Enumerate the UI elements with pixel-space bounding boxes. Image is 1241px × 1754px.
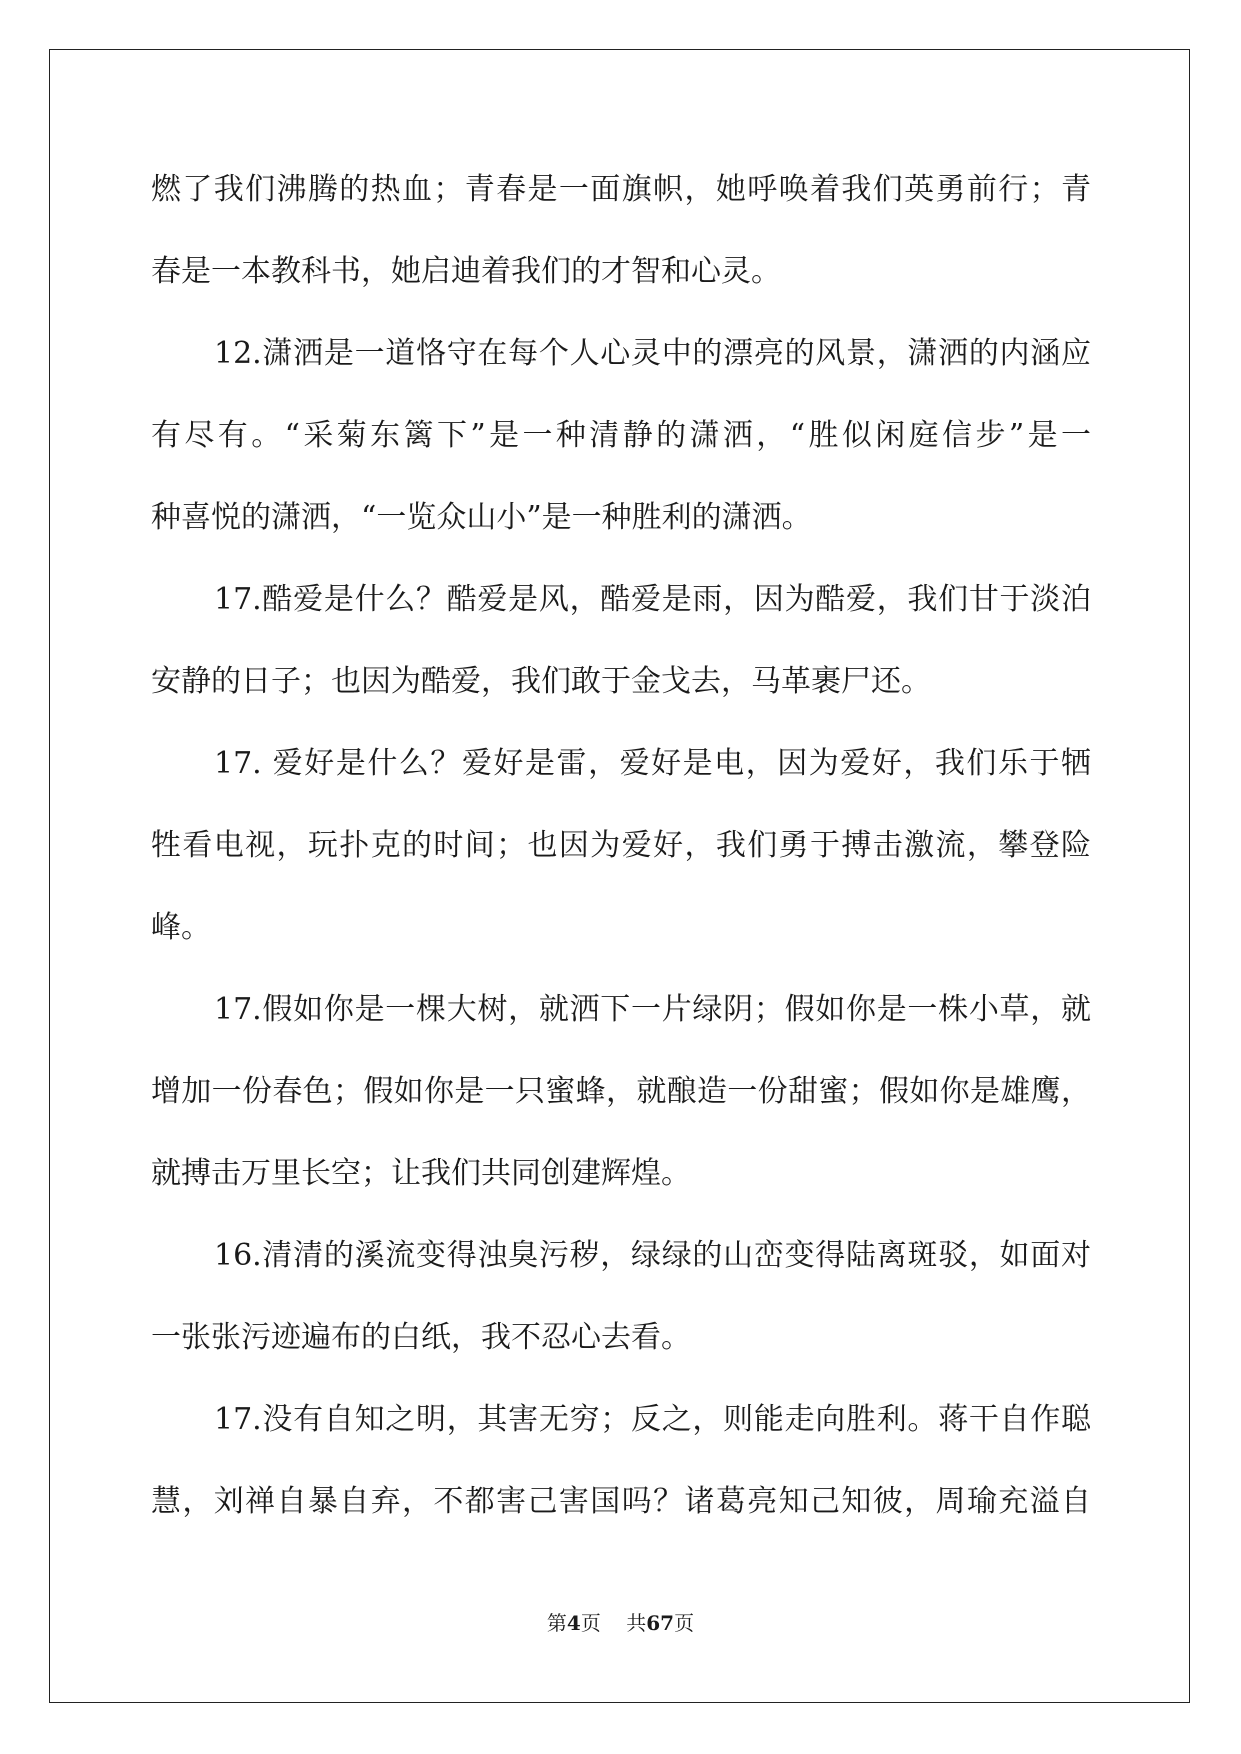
paragraph-start-line: 16.清清的溪流变得浊臭污秽，绿绿的山峦变得陆离斑驳，如面对 bbox=[214, 1238, 1091, 1273]
text-line: 牲看电视，玩扑克的时间；也因为爱好，我们勇于搏击激流，攀登险 bbox=[151, 828, 1091, 863]
text-line: 燃了我们沸腾的热血；青春是一面旗帜，她呼唤着我们英勇前行；青 bbox=[151, 172, 1091, 207]
text-line: 就搏击万里长空；让我们共同创建辉煌。 bbox=[151, 1156, 691, 1191]
footer-page-suffix: 页 bbox=[580, 1611, 601, 1635]
footer-total-prefix: 共 bbox=[626, 1611, 647, 1635]
text-line: 春是一本教科书，她启迪着我们的才智和心灵。 bbox=[151, 254, 781, 289]
text-line: 安静的日子；也因为酷爱，我们敢于金戈去，马革裹尸还。 bbox=[151, 664, 931, 699]
paragraph-start-line: 12.潇洒是一道恪守在每个人心灵中的漂亮的风景，潇洒的内涵应 bbox=[214, 336, 1091, 371]
text-line: 有尽有。“采菊东篱下”是一种清静的潇洒，“胜似闲庭信步”是一 bbox=[151, 418, 1091, 453]
text-line: 慧，刘禅自暴自弃，不都害己害国吗？诸葛亮知己知彼，周瑜充溢自 bbox=[151, 1484, 1091, 1519]
footer-total-suffix: 页 bbox=[674, 1611, 695, 1635]
text-line: 增加一份春色；假如你是一只蜜蜂，就酿造一份甜蜜；假如你是雄鹰， bbox=[151, 1074, 1091, 1109]
paragraph-start-line: 17.酷爱是什么？酷爱是风，酷爱是雨，因为酷爱，我们甘于淡泊 bbox=[214, 582, 1091, 617]
document-body bbox=[151, 160, 1091, 1554]
paragraph-start-line: 17. 爱好是什么？爱好是雷，爱好是电，因为爱好，我们乐于牺 bbox=[214, 746, 1091, 781]
paragraph-start-line: 17.没有自知之明，其害无穷；反之，则能走向胜利。蒋干自作聪 bbox=[214, 1402, 1091, 1437]
paragraph-start-line: 17.假如你是一棵大树，就洒下一片绿阴；假如你是一株小草，就 bbox=[214, 992, 1091, 1027]
total-page-count: 67 bbox=[646, 1611, 675, 1635]
text-line: 峰。 bbox=[151, 910, 211, 945]
footer-prefix: 第 bbox=[546, 1611, 567, 1635]
text-line: 种喜悦的潇洒，“一览众山小”是一种胜利的潇洒。 bbox=[151, 500, 812, 535]
page-footer bbox=[0, 1611, 1241, 1635]
current-page-number: 4 bbox=[566, 1611, 581, 1635]
text-line: 一张张污迹遍布的白纸，我不忍心去看。 bbox=[151, 1320, 691, 1355]
